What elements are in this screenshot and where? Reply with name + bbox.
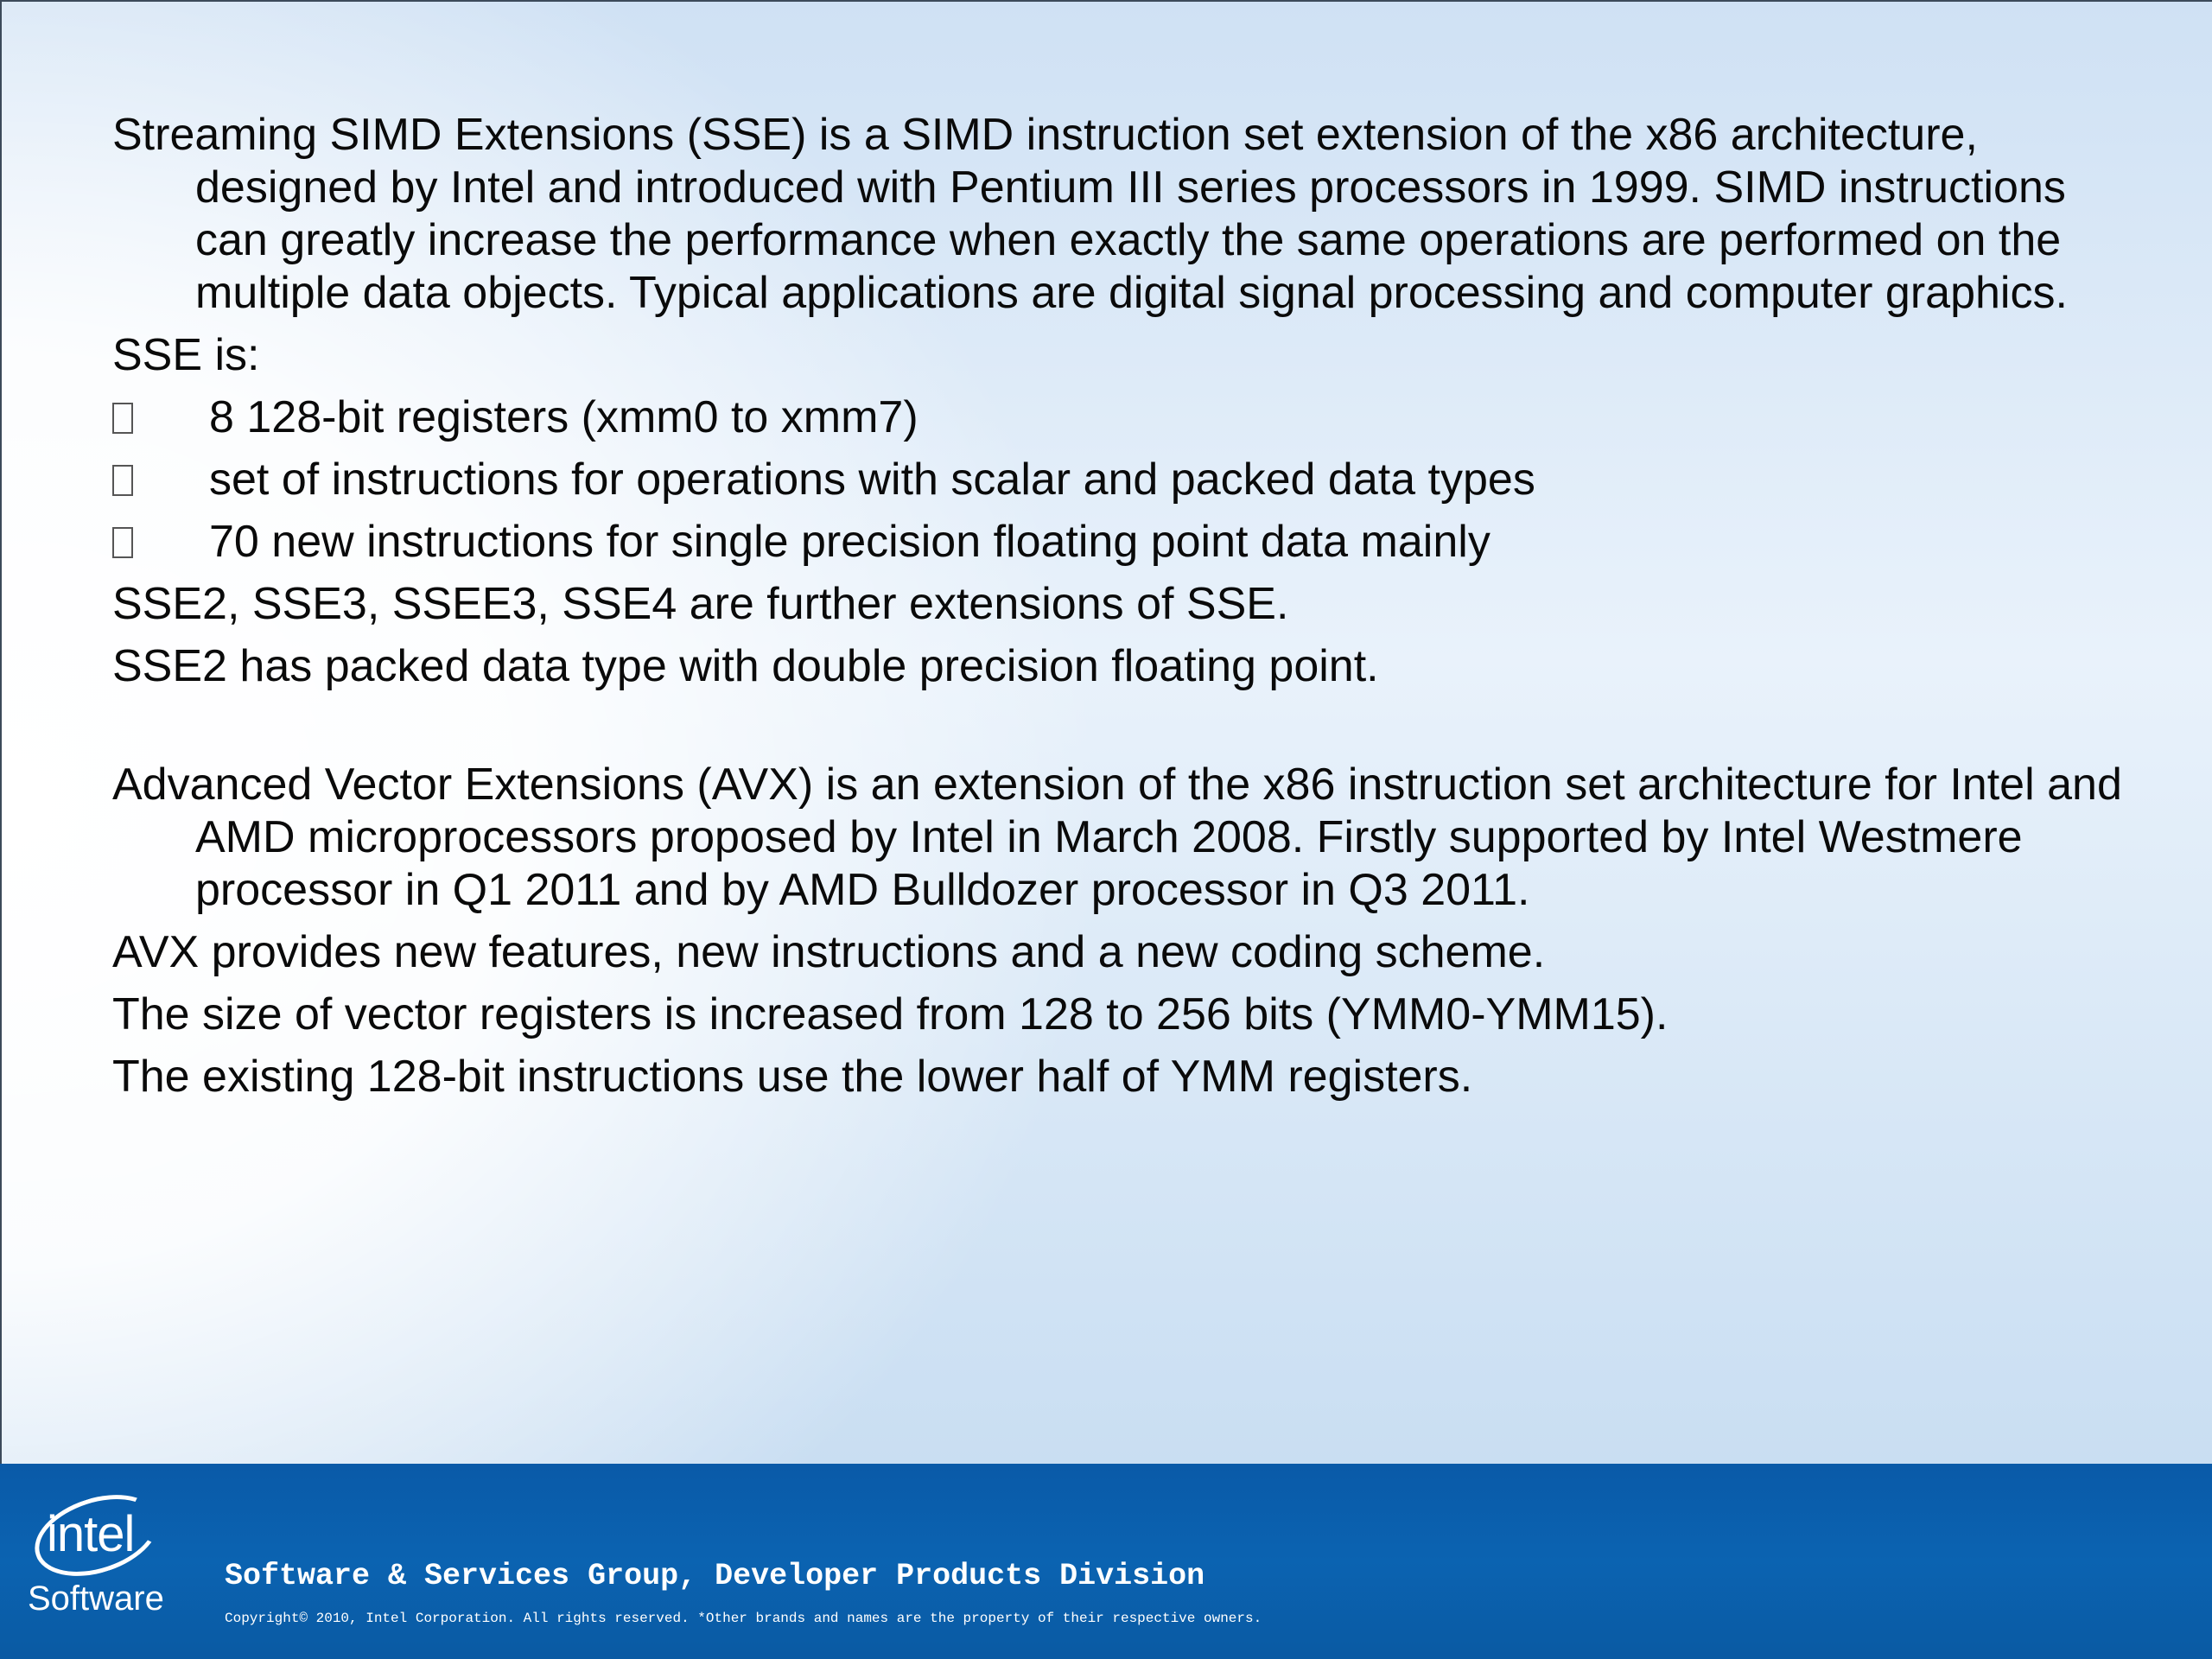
- footer-bar: [0, 1464, 2212, 1659]
- bullet-item: [112, 454, 2126, 506]
- bullet-text: set of instructions for operations with scalar and packed data types: [209, 454, 1535, 505]
- avx-lower-half-text: The existing 128-bit instructions use the lower half of YMM registers.: [112, 1052, 1473, 1102]
- sse2-text: SSE2 has packed data type with double precision floating point.: [112, 641, 1379, 691]
- division-text: Software & Services Group, Developer Products Division: [225, 1559, 1205, 1593]
- bullet-box-icon: [112, 465, 133, 496]
- section-spacer: [112, 693, 2126, 759]
- copyright-text: Copyright© 2010, Intel Corporation. All rights reserved. *Other brands and names are the property of their respective owners.: [225, 1611, 1262, 1626]
- bullet-box-icon: [112, 527, 133, 558]
- bullet-item: [112, 516, 2126, 569]
- bullet-text: 8 128-bit registers (xmm0 to xmm7): [209, 392, 918, 442]
- bullet-box-icon: [112, 403, 133, 434]
- slide-content: [112, 109, 2126, 1103]
- sse-extensions-text: SSE2, SSE3, SSEE3, SSE4 are further extensions of SSE.: [112, 579, 1289, 629]
- intel-software-logo: [26, 1493, 173, 1623]
- bullet-text: 70 new instructions for single precision floating point data mainly: [209, 517, 1491, 567]
- avx-features-text: AVX provides new features, new instructions and a new coding scheme.: [112, 927, 1546, 977]
- sse-intro-paragraph: Streaming SIMD Extensions (SSE) is a SIMD instruction set extension of the x86 architecture, designed by Intel and introduced with Pentium III series processors in 1999. SIMD instructions can greatly increase the performance when exactly the same operations are performed on the multiple data objects. Typical applications are digital signal processing and computer graphics.: [112, 110, 2068, 318]
- sse-is-label: SSE is:: [112, 330, 260, 380]
- bullet-item: [112, 391, 2126, 444]
- avx-registers-text: The size of vector registers is increased from 128 to 256 bits (YMM0-YMM15).: [112, 989, 1669, 1039]
- intel-logo-text: intel: [47, 1506, 135, 1562]
- software-logo-text: Software: [28, 1580, 164, 1618]
- avx-intro-paragraph: Advanced Vector Extensions (AVX) is an extension of the x86 instruction set architecture for Intel and AMD microprocessors proposed by Intel in March 2008. Firstly supported by Intel Westmere processor in Q1 2011 and by AMD Bulldozer processor in Q3 2011.: [112, 760, 2122, 915]
